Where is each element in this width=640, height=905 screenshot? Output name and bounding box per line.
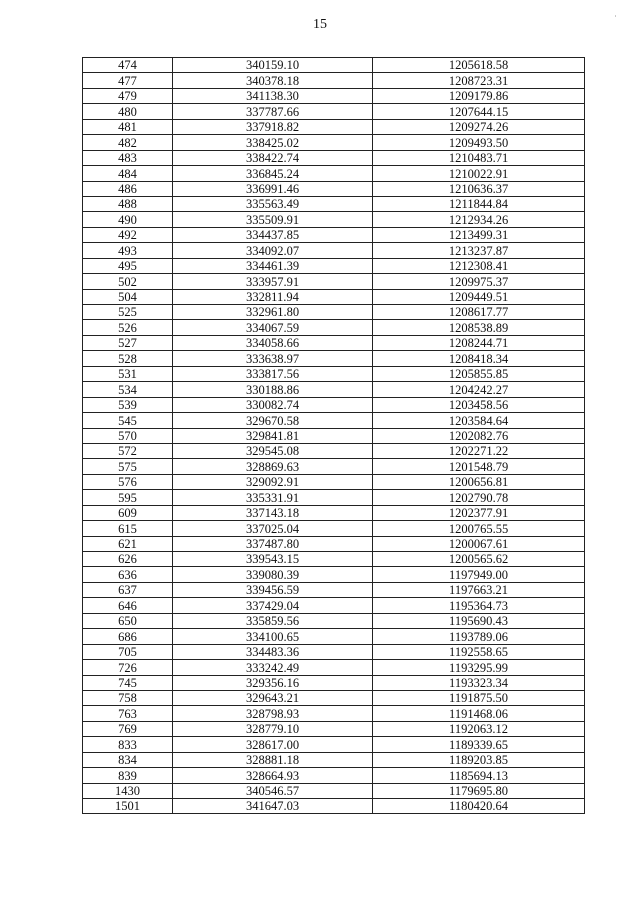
table-row — [83, 305, 585, 320]
point-number-cell: 726 — [83, 660, 173, 675]
x-coordinate-cell: 329545.08 — [173, 443, 373, 458]
y-coordinate-cell: 1204242.27 — [373, 382, 585, 397]
x-coordinate-cell: 335859.56 — [173, 613, 373, 628]
x-coordinate-cell: 328617.00 — [173, 737, 373, 752]
point-number-cell: 534 — [83, 382, 173, 397]
x-coordinate-cell: 337918.82 — [173, 119, 373, 134]
point-number-cell: 481 — [83, 119, 173, 134]
table-row — [83, 104, 585, 119]
y-coordinate-cell: 1179695.80 — [373, 783, 585, 798]
table-row — [83, 660, 585, 675]
x-coordinate-cell: 333817.56 — [173, 366, 373, 381]
point-number-cell: 576 — [83, 474, 173, 489]
point-number-cell: 615 — [83, 521, 173, 536]
point-number-cell: 495 — [83, 258, 173, 273]
x-coordinate-cell: 332961.80 — [173, 305, 373, 320]
x-coordinate-cell: 329670.58 — [173, 413, 373, 428]
x-coordinate-cell: 339543.15 — [173, 552, 373, 567]
y-coordinate-cell: 1191875.50 — [373, 690, 585, 705]
point-number-cell: 502 — [83, 274, 173, 289]
point-number-cell: 769 — [83, 721, 173, 736]
y-coordinate-cell: 1202271.22 — [373, 443, 585, 458]
y-coordinate-cell: 1209179.86 — [373, 88, 585, 103]
point-number-cell: 488 — [83, 196, 173, 211]
x-coordinate-cell: 335563.49 — [173, 196, 373, 211]
x-coordinate-cell: 334483.36 — [173, 644, 373, 659]
point-number-cell: 626 — [83, 552, 173, 567]
point-number-cell: 528 — [83, 351, 173, 366]
point-number-cell: 1501 — [83, 799, 173, 814]
point-number-cell: 527 — [83, 335, 173, 350]
x-coordinate-cell: 336991.46 — [173, 181, 373, 196]
y-coordinate-cell: 1209274.26 — [373, 119, 585, 134]
y-coordinate-cell: 1208244.71 — [373, 335, 585, 350]
point-number-cell: 833 — [83, 737, 173, 752]
table-row — [83, 474, 585, 489]
point-number-cell: 539 — [83, 397, 173, 412]
table-row — [83, 721, 585, 736]
table-row — [83, 58, 585, 73]
table-row — [83, 783, 585, 798]
y-coordinate-cell: 1200067.61 — [373, 536, 585, 551]
table-row — [83, 706, 585, 721]
y-coordinate-cell: 1195364.73 — [373, 598, 585, 613]
point-number-cell: 545 — [83, 413, 173, 428]
table-row — [83, 119, 585, 134]
x-coordinate-cell: 328869.63 — [173, 459, 373, 474]
y-coordinate-cell: 1197949.00 — [373, 567, 585, 582]
y-coordinate-cell: 1209449.51 — [373, 289, 585, 304]
point-number-cell: 595 — [83, 490, 173, 505]
scan-mark: ˙ — [614, 14, 617, 24]
y-coordinate-cell: 1203584.64 — [373, 413, 585, 428]
x-coordinate-cell: 329643.21 — [173, 690, 373, 705]
table-row — [83, 181, 585, 196]
x-coordinate-cell: 335331.91 — [173, 490, 373, 505]
y-coordinate-cell: 1185694.13 — [373, 768, 585, 783]
x-coordinate-cell: 340378.18 — [173, 73, 373, 88]
point-number-cell: 705 — [83, 644, 173, 659]
x-coordinate-cell: 328798.93 — [173, 706, 373, 721]
table-row — [83, 521, 585, 536]
x-coordinate-cell: 338422.74 — [173, 150, 373, 165]
y-coordinate-cell: 1213499.31 — [373, 227, 585, 242]
y-coordinate-cell: 1192558.65 — [373, 644, 585, 659]
x-coordinate-cell: 333638.97 — [173, 351, 373, 366]
y-coordinate-cell: 1209493.50 — [373, 135, 585, 150]
x-coordinate-cell: 329356.16 — [173, 675, 373, 690]
x-coordinate-cell: 335509.91 — [173, 212, 373, 227]
y-coordinate-cell: 1195690.43 — [373, 613, 585, 628]
point-number-cell: 650 — [83, 613, 173, 628]
point-number-cell: 484 — [83, 166, 173, 181]
y-coordinate-cell: 1209975.37 — [373, 274, 585, 289]
y-coordinate-cell: 1208723.31 — [373, 73, 585, 88]
table-row — [83, 768, 585, 783]
table-row — [83, 536, 585, 551]
x-coordinate-cell: 336845.24 — [173, 166, 373, 181]
coordinates-table-body — [83, 58, 585, 814]
point-number-cell: 686 — [83, 629, 173, 644]
table-row — [83, 799, 585, 814]
y-coordinate-cell: 1180420.64 — [373, 799, 585, 814]
table-row — [83, 289, 585, 304]
table-row — [83, 490, 585, 505]
point-number-cell: 834 — [83, 752, 173, 767]
point-number-cell: 839 — [83, 768, 173, 783]
y-coordinate-cell: 1197663.21 — [373, 582, 585, 597]
x-coordinate-cell: 334092.07 — [173, 243, 373, 258]
x-coordinate-cell: 334058.66 — [173, 335, 373, 350]
table-row — [83, 166, 585, 181]
y-coordinate-cell: 1212934.26 — [373, 212, 585, 227]
table-row — [83, 690, 585, 705]
x-coordinate-cell: 340546.57 — [173, 783, 373, 798]
point-number-cell: 1430 — [83, 783, 173, 798]
point-number-cell: 490 — [83, 212, 173, 227]
y-coordinate-cell: 1193323.34 — [373, 675, 585, 690]
point-number-cell: 570 — [83, 428, 173, 443]
x-coordinate-cell: 337429.04 — [173, 598, 373, 613]
y-coordinate-cell: 1200565.62 — [373, 552, 585, 567]
table-row — [83, 88, 585, 103]
table-row — [83, 675, 585, 690]
table-row — [83, 629, 585, 644]
table-row — [83, 212, 585, 227]
y-coordinate-cell: 1208617.77 — [373, 305, 585, 320]
table-row — [83, 428, 585, 443]
x-coordinate-cell: 341647.03 — [173, 799, 373, 814]
y-coordinate-cell: 1203458.56 — [373, 397, 585, 412]
point-number-cell: 572 — [83, 443, 173, 458]
table-row — [83, 150, 585, 165]
table-row — [83, 274, 585, 289]
point-number-cell: 637 — [83, 582, 173, 597]
y-coordinate-cell: 1210636.37 — [373, 181, 585, 196]
table-row — [83, 196, 585, 211]
y-coordinate-cell: 1210022.91 — [373, 166, 585, 181]
x-coordinate-cell: 337787.66 — [173, 104, 373, 119]
table-row — [83, 598, 585, 613]
point-number-cell: 526 — [83, 320, 173, 335]
point-number-cell: 477 — [83, 73, 173, 88]
point-number-cell: 525 — [83, 305, 173, 320]
table-row — [83, 552, 585, 567]
table-row — [83, 413, 585, 428]
table-row — [83, 752, 585, 767]
table-row — [83, 613, 585, 628]
point-number-cell: 636 — [83, 567, 173, 582]
y-coordinate-cell: 1208538.89 — [373, 320, 585, 335]
x-coordinate-cell: 330082.74 — [173, 397, 373, 412]
y-coordinate-cell: 1212308.41 — [373, 258, 585, 273]
x-coordinate-cell: 339456.59 — [173, 582, 373, 597]
x-coordinate-cell: 337143.18 — [173, 505, 373, 520]
table-row — [83, 227, 585, 242]
x-coordinate-cell: 333242.49 — [173, 660, 373, 675]
y-coordinate-cell: 1205855.85 — [373, 366, 585, 381]
x-coordinate-cell: 334437.85 — [173, 227, 373, 242]
coordinates-table — [82, 57, 585, 814]
table-row — [83, 366, 585, 381]
table-row — [83, 243, 585, 258]
point-number-cell: 480 — [83, 104, 173, 119]
point-number-cell: 483 — [83, 150, 173, 165]
point-number-cell: 763 — [83, 706, 173, 721]
y-coordinate-cell: 1202790.78 — [373, 490, 585, 505]
page-number: 15 — [313, 17, 327, 32]
y-coordinate-cell: 1193295.99 — [373, 660, 585, 675]
x-coordinate-cell: 339080.39 — [173, 567, 373, 582]
point-number-cell: 492 — [83, 227, 173, 242]
table-row — [83, 737, 585, 752]
table-row — [83, 505, 585, 520]
x-coordinate-cell: 337025.04 — [173, 521, 373, 536]
x-coordinate-cell: 340159.10 — [173, 58, 373, 73]
x-coordinate-cell: 333957.91 — [173, 274, 373, 289]
y-coordinate-cell: 1189203.85 — [373, 752, 585, 767]
table-row — [83, 258, 585, 273]
y-coordinate-cell: 1193789.06 — [373, 629, 585, 644]
x-coordinate-cell: 330188.86 — [173, 382, 373, 397]
table-row — [83, 397, 585, 412]
point-number-cell: 474 — [83, 58, 173, 73]
y-coordinate-cell: 1213237.87 — [373, 243, 585, 258]
table-row — [83, 351, 585, 366]
table-row — [83, 443, 585, 458]
table-row — [83, 73, 585, 88]
x-coordinate-cell: 329092.91 — [173, 474, 373, 489]
x-coordinate-cell: 332811.94 — [173, 289, 373, 304]
x-coordinate-cell: 328664.93 — [173, 768, 373, 783]
point-number-cell: 531 — [83, 366, 173, 381]
y-coordinate-cell: 1208418.34 — [373, 351, 585, 366]
point-number-cell: 609 — [83, 505, 173, 520]
x-coordinate-cell: 328881.18 — [173, 752, 373, 767]
y-coordinate-cell: 1200656.81 — [373, 474, 585, 489]
y-coordinate-cell: 1210483.71 — [373, 150, 585, 165]
table-row — [83, 135, 585, 150]
point-number-cell: 482 — [83, 135, 173, 150]
table-row — [83, 567, 585, 582]
point-number-cell: 479 — [83, 88, 173, 103]
y-coordinate-cell: 1192063.12 — [373, 721, 585, 736]
y-coordinate-cell: 1201548.79 — [373, 459, 585, 474]
table-row — [83, 582, 585, 597]
y-coordinate-cell: 1200765.55 — [373, 521, 585, 536]
x-coordinate-cell: 328779.10 — [173, 721, 373, 736]
x-coordinate-cell: 338425.02 — [173, 135, 373, 150]
y-coordinate-cell: 1211844.84 — [373, 196, 585, 211]
x-coordinate-cell: 334461.39 — [173, 258, 373, 273]
point-number-cell: 504 — [83, 289, 173, 304]
table-row — [83, 382, 585, 397]
x-coordinate-cell: 337487.80 — [173, 536, 373, 551]
y-coordinate-cell: 1202082.76 — [373, 428, 585, 443]
y-coordinate-cell: 1191468.06 — [373, 706, 585, 721]
table-row — [83, 459, 585, 474]
point-number-cell: 745 — [83, 675, 173, 690]
table-row — [83, 335, 585, 350]
point-number-cell: 621 — [83, 536, 173, 551]
table-row — [83, 644, 585, 659]
x-coordinate-cell: 334100.65 — [173, 629, 373, 644]
x-coordinate-cell: 341138.30 — [173, 88, 373, 103]
y-coordinate-cell: 1205618.58 — [373, 58, 585, 73]
y-coordinate-cell: 1189339.65 — [373, 737, 585, 752]
point-number-cell: 646 — [83, 598, 173, 613]
y-coordinate-cell: 1202377.91 — [373, 505, 585, 520]
point-number-cell: 575 — [83, 459, 173, 474]
y-coordinate-cell: 1207644.15 — [373, 104, 585, 119]
point-number-cell: 486 — [83, 181, 173, 196]
table-row — [83, 320, 585, 335]
x-coordinate-cell: 334067.59 — [173, 320, 373, 335]
point-number-cell: 758 — [83, 690, 173, 705]
point-number-cell: 493 — [83, 243, 173, 258]
x-coordinate-cell: 329841.81 — [173, 428, 373, 443]
